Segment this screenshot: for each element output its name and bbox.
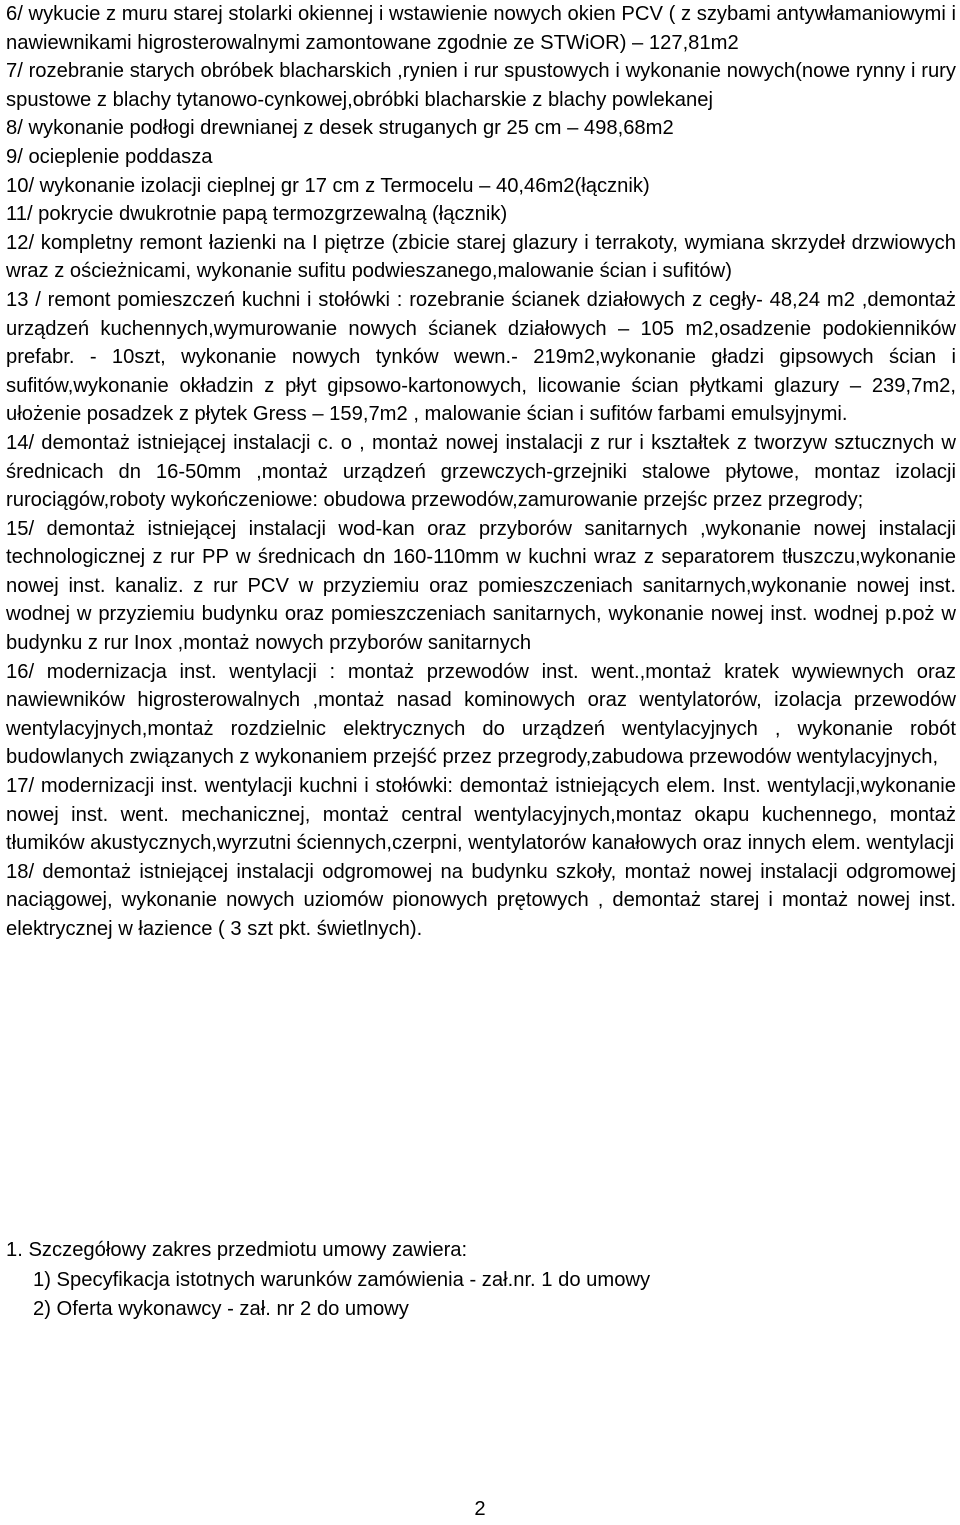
work-item-11: 11/ pokrycie dwukrotnie papą termozgrzewalną (łącznik) bbox=[6, 203, 508, 226]
work-item-18: 18/ demontaż istniejącej instalacji odgromowej na budynku szkoły, montaż nowej instalacji odgromowej naciągowej, wykonanie nowych uziomów pionowych prętowych , demontaż starej i montaż nowej inst. elektrycznej w łazience ( 3 szt pkt. świetlnych). bbox=[6, 860, 956, 940]
work-item-13: 13 / remont pomieszczeń kuchni i stołówki : rozebranie ścianek działowych z cegły- 48,24 m2 ,demontaż urządzeń kuchennych,wymurowanie nowych ścianek działowych – 105 m2,osadzenie podokienników prefabr. - 10szt, wykonanie nowych tynków wewn.- 219m2,wykonanie gładzi gipsowych ścian i sufitów,wykonanie okładzin z płyt gipsowo-kartonowych, licowanie ścian płytkami glazury – 239,7m2, ułożenie posadzek z płytek Gress – 159,7m2 , malowanie ścian i sufitów farbami emulsyjnymi. bbox=[6, 288, 956, 426]
work-item-16: 16/ modernizacja inst. wentylacji : montaż przewodów inst. went.,montaż kratek wywiewnych oraz nawiewników higrosterowalnych ,montaż nasad kominowych oraz wentylatorów, izolacja przewodów wentylacyjnych,montaż rozdzielnic elektrycznych do urządzeń wentylacyjnych , wykonanie robót budowlanych związanych z wykonaniem przejść przez przegrody,zabudowa przewodów wentylacyjnych, bbox=[6, 660, 956, 769]
work-item-6: 6/ wykucie z muru starej stolarki okiennej i wstawienie nowych okien PCV ( z szybami antywłamaniowymi i nawiewnikami higrosterowalnymi zamontowane zgodnie ze STWiOR) – 127,81m2 bbox=[6, 3, 956, 54]
work-item-14: 14/ demontaż istniejącej instalacji c. o , montaż nowej instalacji z rur i kształtek z tworzyw sztucznych w średnicach dn 16-50mm ,montaż urządzeń grzewczych-grzejniki stalowe płytowe, montaz izolacji rurociągów,roboty wykończeniowe: obudowa przewodów,zamurowanie przejśc przez przegrody; bbox=[6, 431, 956, 512]
work-item-15: 15/ demontaż istniejącej instalacji wod-kan oraz przyborów sanitarnych ,wykonanie nowej instalacji technologicznej z rur PP w średnicach dn 160-110mm w kuchni wraz z separatorem tłuszczu,wykonanie nowej inst. kanaliz. z rur PCV w przyziemiu oraz pomieszczeniach sanitarnych,wykonanie nowej inst. wodnej w przyziemiu budynku oraz pomieszczeniach sanitarnych, wykonanie nowej inst. wodnej p.poż w budynku z rur Inox ,montaż nowych przyborów sanitarnych bbox=[6, 517, 956, 655]
contract-scope-list bbox=[6, 1236, 956, 1325]
list-heading: 1. Szczegółowy zakres przedmiotu umowy zawiera: bbox=[6, 1239, 468, 1261]
work-item-10: 10/ wykonanie izolacji cieplnej gr 17 cm z Termocelu – 40,46m2(łącznik) bbox=[6, 174, 650, 197]
work-item-17: 17/ modernizacji inst. wentylacji kuchni i stołówki: demontaż istniejących elem. Inst. wentylacji,wykonanie nowej inst. went. mechanicznej, montaż central wentylacyjnych,montaz okapu kuchennego, montaż tłumików akustycznych,wyrzutni ściennych,czerpni, wentylatorów kanałowych oraz innych elem. wentylacji bbox=[6, 775, 956, 855]
work-item-8: 8/ wykonanie podłogi drewnianej z desek struganych gr 25 cm – 498,68m2 bbox=[6, 117, 674, 140]
list-item: 1) Specyfikacja istotnych warunków zamówienia - zał.nr. 1 do umowy bbox=[33, 1268, 651, 1291]
scope-of-works bbox=[6, 0, 956, 944]
list-item: 2) Oferta wykonawcy - zał. nr 2 do umowy bbox=[33, 1298, 409, 1320]
work-item-7: 7/ rozebranie starych obróbek blacharskich ,rynien i rur spustowych i wykonanie nowych(nowe rynny i rury spustowe z blachy tytanowo-cynkowej,obróbki blacharskie z blachy powlekanej bbox=[6, 60, 956, 111]
page-number: 2 bbox=[474, 1498, 486, 1520]
work-item-12: 12/ kompletny remont łazienki na I piętrze (zbicie starej glazury i terrakoty, wymiana skrzydeł drzwiowych wraz z ościeżnicami, wykonanie sufitu podwieszanego,malowanie ścian i sufitów) bbox=[6, 231, 956, 283]
work-item-9: 9/ ocieplenie poddasza bbox=[6, 145, 213, 168]
